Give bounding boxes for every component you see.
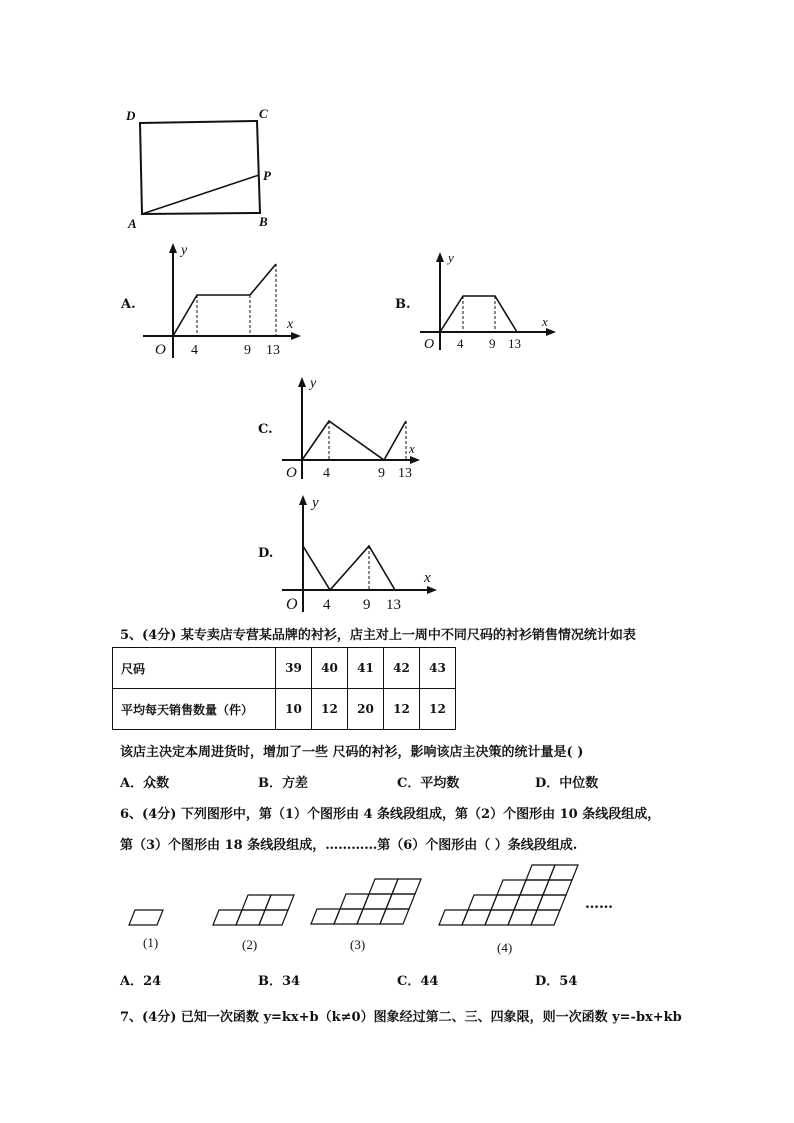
graph-a-tick-4: 4 [191, 343, 198, 358]
vertex-d: D [126, 108, 136, 123]
pattern-caption-2: (2) [242, 937, 258, 952]
table-cell: 42 [384, 648, 420, 689]
table-cell: 12 [384, 689, 420, 730]
graph-a-tick-9: 9 [244, 343, 251, 358]
table-header-size: 尺码 [113, 648, 276, 689]
svg-text:13: 13 [398, 466, 412, 481]
segment-ap [142, 175, 259, 214]
q5-option-c[interactable]: C．平均数 [397, 776, 460, 791]
table-cell: 41 [348, 648, 384, 689]
graph-a-line [173, 264, 276, 336]
graph-b-line [440, 296, 517, 332]
vertex-a: A [128, 216, 137, 231]
svg-text:13: 13 [386, 597, 401, 613]
q5-option-b[interactable]: B．方差 [258, 776, 308, 791]
svg-text:O: O [424, 337, 435, 352]
vertex-b: B [259, 214, 268, 229]
q7-stem: 7、(4分) 已知一次函数 y=kx+b（k≠0）图象经过第二、三、四象限，则一次函数 y=-bx+kb [120, 1010, 682, 1025]
q6-option-c[interactable]: C．44 [397, 974, 439, 989]
table-header-sales: 平均每天销售数量（件） [113, 689, 276, 730]
table-cell: 10 [276, 689, 312, 730]
q6-option-d[interactable]: D．54 [535, 974, 578, 989]
q5-option-d[interactable]: D．中位数 [535, 776, 599, 791]
table-cell: 40 [312, 648, 348, 689]
svg-text:4: 4 [323, 466, 330, 481]
graph-d-line [303, 546, 395, 590]
pattern-caption-3: (3) [350, 937, 366, 952]
graph-c [282, 373, 424, 483]
svg-text:O: O [286, 596, 298, 613]
table-cell: 39 [276, 648, 312, 689]
svg-text:y: y [310, 376, 317, 391]
svg-text:4: 4 [457, 336, 464, 351]
table-cell: 20 [348, 689, 384, 730]
rhombus-pattern-figures [120, 862, 620, 937]
pattern-figure-3 [311, 879, 421, 924]
svg-text:x: x [542, 314, 548, 329]
svg-text:x: x [287, 317, 294, 332]
table-row [113, 648, 456, 689]
svg-text:9: 9 [363, 597, 371, 613]
graph-a [143, 240, 305, 365]
q5-question: 该店主决定本周进货时，增加了一些 尺码的衬衫，影响该店主决策的统计量是( ) [120, 745, 584, 760]
pattern-caption-4: (4) [497, 940, 513, 955]
table-cell: 12 [420, 689, 456, 730]
svg-text:y: y [181, 243, 188, 258]
graph-d [282, 490, 442, 614]
svg-text:4: 4 [323, 597, 331, 613]
vertex-c: C [259, 106, 268, 121]
pattern-figure-2 [213, 895, 294, 925]
q6-option-a[interactable]: A．24 [120, 974, 162, 989]
svg-text:O: O [286, 465, 297, 481]
graph-a-tick-13: 13 [266, 343, 280, 358]
graph-b [420, 248, 560, 356]
q5-stem: 5、(4分) 某专卖店专营某品牌的衬衫，店主对上一周中不同尺码的衬衫销售情况统计如表 [120, 628, 636, 643]
square-figure [120, 100, 280, 235]
pattern-caption-1: (1) [143, 935, 159, 950]
svg-text:x: x [424, 570, 431, 586]
svg-text:y: y [448, 250, 454, 265]
svg-text:O: O [155, 342, 166, 358]
svg-text:9: 9 [489, 336, 496, 351]
graph-c-line [302, 421, 406, 460]
svg-text:9: 9 [378, 466, 385, 481]
q6-line2: 第（3）个图形由 18 条线段组成，…………第（6）个图形由（ ）条线段组成. [120, 838, 578, 853]
svg-text:y: y [312, 495, 319, 511]
q6-option-b[interactable]: B．34 [258, 974, 301, 989]
graph-d-label: D. [258, 546, 274, 561]
graph-b-label: B. [395, 297, 411, 312]
point-p: P [263, 168, 271, 183]
size-sales-table [112, 647, 456, 730]
pattern-figure-4 [439, 865, 578, 925]
svg-text:13: 13 [508, 336, 521, 351]
table-row [113, 689, 456, 730]
pattern-ellipsis: …… [585, 896, 613, 912]
q6-line1: 6、(4分) 下列图形中，第（1）个图形由 4 条线段组成，第（2）个图形由 10 条线段组成， [120, 807, 661, 822]
table-cell: 43 [420, 648, 456, 689]
graph-c-label: C. [258, 422, 273, 437]
q5-option-a[interactable]: A．众数 [120, 776, 170, 791]
graph-a-label: A. [121, 297, 136, 312]
pattern-figure-1 [129, 910, 163, 925]
table-cell: 12 [312, 689, 348, 730]
svg-text:x: x [409, 441, 415, 456]
square-outline [140, 121, 260, 214]
